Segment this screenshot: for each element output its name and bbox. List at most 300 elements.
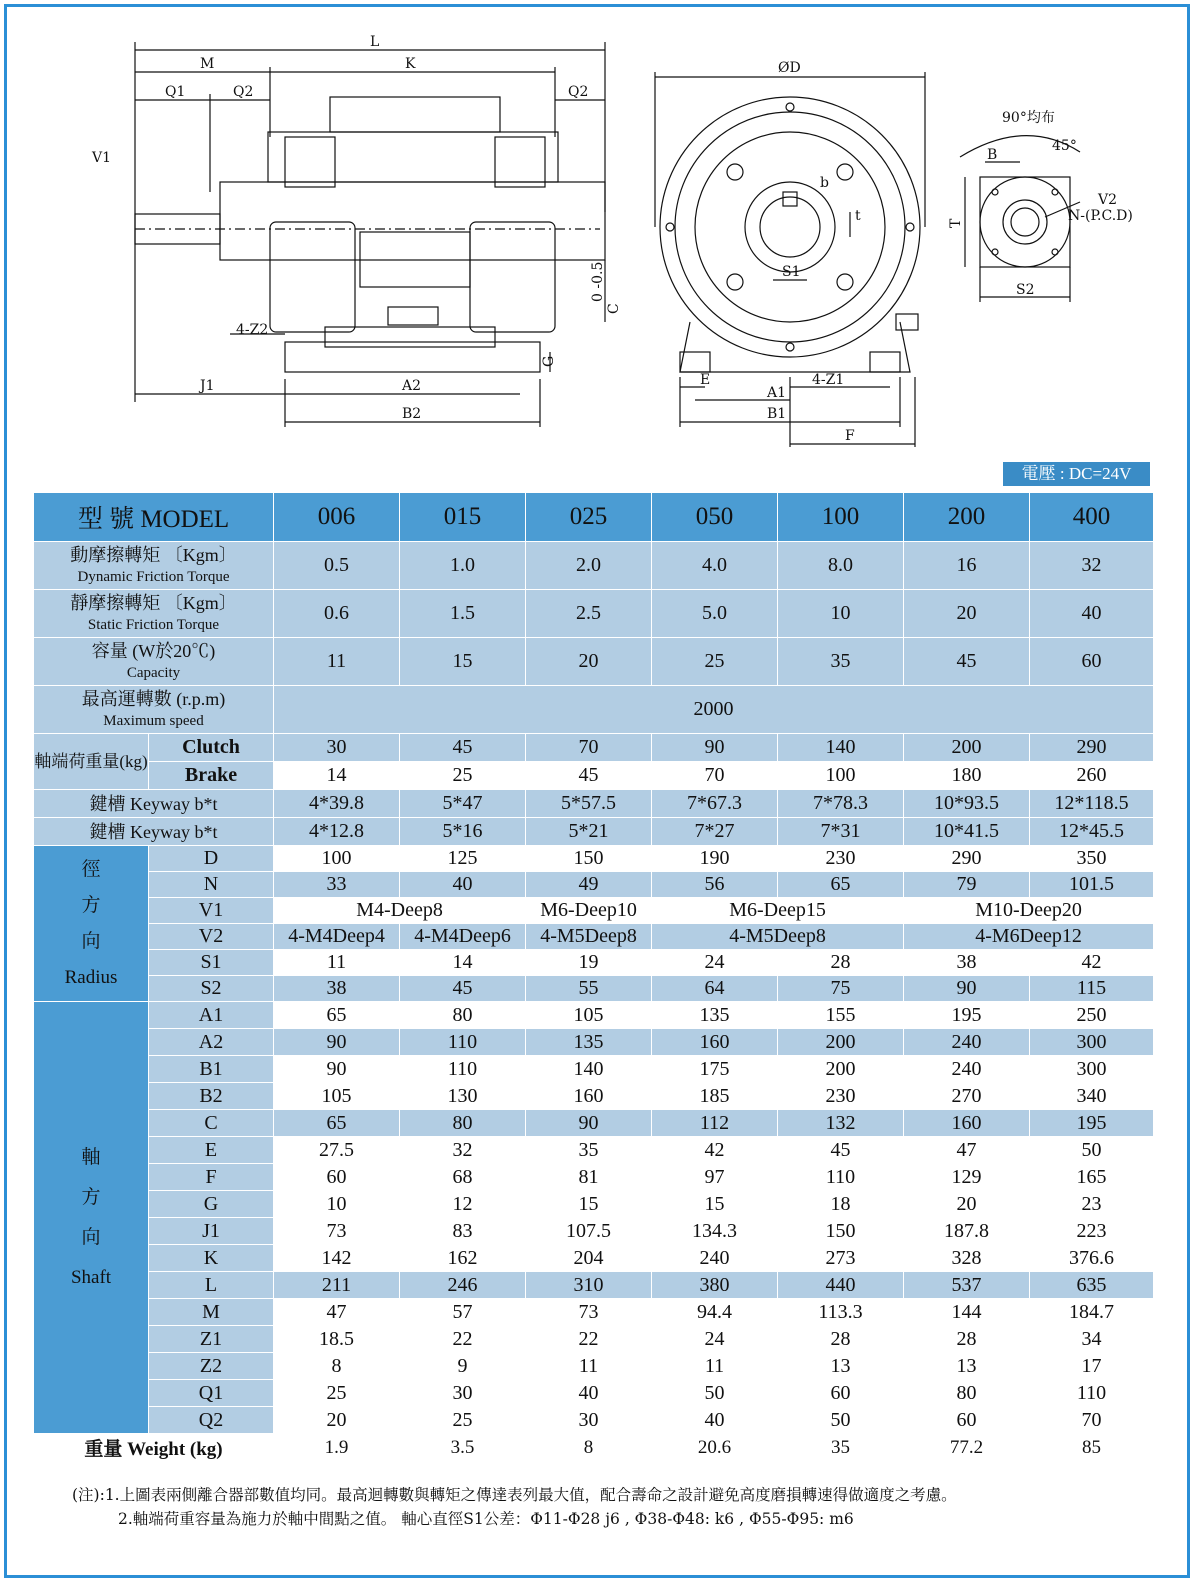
shaft-B1-cell: 240 bbox=[904, 1056, 1030, 1083]
radius-S2-cell: 115 bbox=[1030, 976, 1154, 1002]
stat-label bbox=[34, 590, 274, 638]
stat-cell: 40 bbox=[1030, 590, 1154, 638]
model-cell: 015 bbox=[400, 493, 526, 542]
clutch-cell: 200 bbox=[904, 734, 1030, 762]
radius-D-cell: 125 bbox=[400, 846, 526, 872]
keyway1-cell: 12*118.5 bbox=[1030, 790, 1154, 818]
dim-K: K bbox=[405, 56, 416, 72]
shaft-E-cell: 35 bbox=[526, 1137, 652, 1164]
dim-V1: V1 bbox=[92, 150, 112, 166]
shaft-G-label: G bbox=[149, 1191, 274, 1218]
dim-E: E bbox=[700, 372, 711, 388]
cap-cell: 60 bbox=[1030, 638, 1154, 686]
shaft-Z1-cell: 22 bbox=[400, 1326, 526, 1353]
model-cell: 400 bbox=[1030, 493, 1154, 542]
dim-S2: S2 bbox=[1016, 282, 1035, 298]
shaft-K-label: K bbox=[149, 1245, 274, 1272]
shaft-Z2-cell: 9 bbox=[400, 1353, 526, 1380]
brake-row bbox=[34, 762, 1154, 790]
spec-table bbox=[33, 492, 1154, 1462]
weight-cell: 20.6 bbox=[652, 1434, 778, 1462]
shaft-B2-cell: 185 bbox=[652, 1083, 778, 1110]
shaft-E-cell: 47 bbox=[904, 1137, 1030, 1164]
shaft-Q2-cell: 20 bbox=[274, 1407, 400, 1434]
shaft-Q1-cell: 50 bbox=[652, 1380, 778, 1407]
dim-D: ØD bbox=[778, 60, 801, 76]
shaft-J1-cell: 134.3 bbox=[652, 1218, 778, 1245]
clutch-cell: 30 bbox=[274, 734, 400, 762]
radius-D-cell: 230 bbox=[778, 846, 904, 872]
v1-cell: M6-Deep15 bbox=[652, 898, 904, 924]
radius-S1-cell: 14 bbox=[400, 950, 526, 976]
v2-cell: 4-M5Deep8 bbox=[652, 924, 904, 950]
radius-S2-cell: 38 bbox=[274, 976, 400, 1002]
shaft-G-cell: 15 bbox=[526, 1191, 652, 1218]
keyway1-row bbox=[34, 790, 1154, 818]
shaft-L-cell: 246 bbox=[400, 1272, 526, 1299]
keyway2-cell: 7*27 bbox=[652, 818, 778, 846]
shaft-Z1-cell: 34 bbox=[1030, 1326, 1154, 1353]
shaft-M-cell: 113.3 bbox=[778, 1299, 904, 1326]
keyway2-cell: 4*12.8 bbox=[274, 818, 400, 846]
shaft-A2-cell: 240 bbox=[904, 1029, 1030, 1056]
stat-unit: 〔Kgm〕 bbox=[164, 592, 237, 613]
shaft-A2-cell: 110 bbox=[400, 1029, 526, 1056]
stat-row bbox=[34, 590, 1154, 638]
shaft-J1-cell: 187.8 bbox=[904, 1218, 1030, 1245]
cap-cell: 35 bbox=[778, 638, 904, 686]
shaft-M-cell: 73 bbox=[526, 1299, 652, 1326]
shaft-G-cell: 12 bbox=[400, 1191, 526, 1218]
radius-S2-cell: 90 bbox=[904, 976, 1030, 1002]
shaft-A2-cell: 300 bbox=[1030, 1029, 1154, 1056]
shaft-G-cell: 23 bbox=[1030, 1191, 1154, 1218]
shaft-E-cell: 45 bbox=[778, 1137, 904, 1164]
note-2: 2.軸端荷重容量為施力於軸中間點之值。 軸心直徑S1公差：Φ11-Φ28 j6 , Φ38-Φ48: k6 , Φ55-Φ95: m6 bbox=[118, 1510, 854, 1528]
shaft-A1-label: A1 bbox=[149, 1002, 274, 1029]
shaft-B2-cell: 130 bbox=[400, 1083, 526, 1110]
shaft-L-row bbox=[34, 1272, 1154, 1299]
shaft-C-row bbox=[34, 1110, 1154, 1137]
v2-cell: 4-M4Deep4 bbox=[274, 924, 400, 950]
speed-row bbox=[34, 686, 1154, 734]
radius-V1-row bbox=[34, 898, 1154, 924]
shaft-A1-row bbox=[34, 1002, 1154, 1029]
shaft-F-label: F bbox=[149, 1164, 274, 1191]
dyn-cell: 8.0 bbox=[778, 542, 904, 590]
shaft-Q2-cell: 50 bbox=[778, 1407, 904, 1434]
keyway1-cell: 10*93.5 bbox=[904, 790, 1030, 818]
shaft-F-cell: 81 bbox=[526, 1164, 652, 1191]
shaft-Q2-label: Q2 bbox=[149, 1407, 274, 1434]
radius-V1-label: V1 bbox=[149, 898, 274, 924]
radius-N-cell: 56 bbox=[652, 872, 778, 898]
speed-en: Maximum speed bbox=[103, 712, 204, 729]
shaft-F-cell: 97 bbox=[652, 1164, 778, 1191]
v2-cell: 4-M6Deep12 bbox=[904, 924, 1154, 950]
dim-N-pcd: N-(P.C.D) bbox=[1068, 208, 1133, 224]
keyway1-label: 鍵槽 Keyway b*t bbox=[34, 790, 274, 818]
clutch-cell: 45 bbox=[400, 734, 526, 762]
dyn-en: Dynamic Friction Torque bbox=[77, 568, 230, 585]
shaft-F-cell: 68 bbox=[400, 1164, 526, 1191]
shaft-G-cell: 20 bbox=[904, 1191, 1030, 1218]
shaft-L-cell: 537 bbox=[904, 1272, 1030, 1299]
dyn-cell: 0.5 bbox=[274, 542, 400, 590]
shaft-Q1-cell: 80 bbox=[904, 1380, 1030, 1407]
shaft-A1-cell: 155 bbox=[778, 1002, 904, 1029]
clutch-cell: 140 bbox=[778, 734, 904, 762]
shaft-A2-cell: 90 bbox=[274, 1029, 400, 1056]
shaft-A1-cell: 80 bbox=[400, 1002, 526, 1029]
model-cell: 050 bbox=[652, 493, 778, 542]
load-label: 軸端荷重量(kg) bbox=[34, 734, 149, 790]
shaft-J1-cell: 150 bbox=[778, 1218, 904, 1245]
shaft-C-cell: 132 bbox=[778, 1110, 904, 1137]
shaft-J1-cell: 83 bbox=[400, 1218, 526, 1245]
cap-cell: 25 bbox=[652, 638, 778, 686]
brake-cell: 180 bbox=[904, 762, 1030, 790]
speed-value: 2000 bbox=[274, 686, 1154, 734]
radius-S2-cell: 75 bbox=[778, 976, 904, 1002]
cap-cell: 15 bbox=[400, 638, 526, 686]
speed-unit: (r.p.m) bbox=[176, 688, 226, 709]
shaft-Z2-cell: 11 bbox=[526, 1353, 652, 1380]
shaft-J1-cell: 107.5 bbox=[526, 1218, 652, 1245]
shaft-E-cell: 32 bbox=[400, 1137, 526, 1164]
radius-S1-cell: 11 bbox=[274, 950, 400, 976]
shaft-A1-cell: 65 bbox=[274, 1002, 400, 1029]
shaft-B2-cell: 230 bbox=[778, 1083, 904, 1110]
weight-cell: 77.2 bbox=[904, 1434, 1030, 1462]
keyway1-cell: 7*78.3 bbox=[778, 790, 904, 818]
keyway2-cell: 10*41.5 bbox=[904, 818, 1030, 846]
brake-cell: 45 bbox=[526, 762, 652, 790]
dim-F: F bbox=[845, 428, 855, 444]
cap-label bbox=[34, 638, 274, 686]
voltage-badge: 電壓 : DC=24V bbox=[1003, 462, 1150, 486]
brake-cell: 100 bbox=[778, 762, 904, 790]
cap-unit: (W於20℃) bbox=[132, 640, 216, 661]
radius-D-cell: 190 bbox=[652, 846, 778, 872]
keyway2-row bbox=[34, 818, 1154, 846]
shaft-Q2-cell: 60 bbox=[904, 1407, 1030, 1434]
radius-D-cell: 350 bbox=[1030, 846, 1154, 872]
v2-cell: 4-M4Deep6 bbox=[400, 924, 526, 950]
shaft-A2-cell: 135 bbox=[526, 1029, 652, 1056]
dim-Q1: Q1 bbox=[165, 84, 186, 100]
brake-cell: 25 bbox=[400, 762, 526, 790]
shaft-K-cell: 204 bbox=[526, 1245, 652, 1272]
keyway1-cell: 7*67.3 bbox=[652, 790, 778, 818]
shaft-F-row bbox=[34, 1164, 1154, 1191]
stat-cell: 5.0 bbox=[652, 590, 778, 638]
shaft-Z1-label: Z1 bbox=[149, 1326, 274, 1353]
model-cell: 025 bbox=[526, 493, 652, 542]
radius-D-label: D bbox=[149, 846, 274, 872]
shaft-E-cell: 42 bbox=[652, 1137, 778, 1164]
radius-N-cell: 33 bbox=[274, 872, 400, 898]
radius-S1-label: S1 bbox=[149, 950, 274, 976]
shaft-K-cell: 240 bbox=[652, 1245, 778, 1272]
shaft-C-label: C bbox=[149, 1110, 274, 1137]
spec-table-body bbox=[34, 493, 1154, 1462]
dim-G: G bbox=[541, 355, 557, 367]
dim-4-Z2: 4-Z2 bbox=[236, 322, 269, 338]
dim-B2: B2 bbox=[402, 406, 422, 422]
shaft-K-cell: 142 bbox=[274, 1245, 400, 1272]
keyway2-cell: 5*21 bbox=[526, 818, 652, 846]
shaft-M-cell: 144 bbox=[904, 1299, 1030, 1326]
shaft-Z1-cell: 28 bbox=[778, 1326, 904, 1353]
shaft-L-label: L bbox=[149, 1272, 274, 1299]
clutch-cell: 290 bbox=[1030, 734, 1154, 762]
shaft-Q2-row bbox=[34, 1407, 1154, 1434]
brake-label: Brake bbox=[149, 762, 274, 790]
shaft-A2-cell: 200 bbox=[778, 1029, 904, 1056]
shaft-M-cell: 57 bbox=[400, 1299, 526, 1326]
shaft-J1-label: J1 bbox=[149, 1218, 274, 1245]
shaft-C-cell: 195 bbox=[1030, 1110, 1154, 1137]
shaft-Z1-cell: 24 bbox=[652, 1326, 778, 1353]
radius-S2-cell: 55 bbox=[526, 976, 652, 1002]
radius-V2-label: V2 bbox=[149, 924, 274, 950]
brake-cell: 70 bbox=[652, 762, 778, 790]
dim-B: B bbox=[987, 147, 998, 163]
weight-cell: 8 bbox=[526, 1434, 652, 1462]
shaft-C-cell: 112 bbox=[652, 1110, 778, 1137]
dim-L: L bbox=[370, 34, 380, 50]
shaft-K-cell: 162 bbox=[400, 1245, 526, 1272]
shaft-group-label: 軸 方 向 Shaft bbox=[34, 1002, 149, 1434]
model-cell: 100 bbox=[778, 493, 904, 542]
radius-N-row bbox=[34, 872, 1154, 898]
v1-cell: M4-Deep8 bbox=[274, 898, 526, 924]
shaft-Q1-cell: 110 bbox=[1030, 1380, 1154, 1407]
shaft-A1-cell: 135 bbox=[652, 1002, 778, 1029]
stat-cell: 20 bbox=[904, 590, 1030, 638]
shaft-A2-cell: 160 bbox=[652, 1029, 778, 1056]
shaft-Q1-label: Q1 bbox=[149, 1380, 274, 1407]
shaft-L-cell: 440 bbox=[778, 1272, 904, 1299]
shaft-B2-cell: 160 bbox=[526, 1083, 652, 1110]
dyn-unit: 〔Kgm〕 bbox=[164, 544, 237, 565]
shaft-F-cell: 60 bbox=[274, 1164, 400, 1191]
model-label: 型 號 MODEL bbox=[34, 493, 274, 542]
radius-S2-cell: 64 bbox=[652, 976, 778, 1002]
shaft-Z2-label: Z2 bbox=[149, 1353, 274, 1380]
cap-cell: 20 bbox=[526, 638, 652, 686]
shaft-M-cell: 184.7 bbox=[1030, 1299, 1154, 1326]
shaft-Q1-cell: 30 bbox=[400, 1380, 526, 1407]
brake-cell: 14 bbox=[274, 762, 400, 790]
shaft-Z2-row bbox=[34, 1353, 1154, 1380]
radius-S1-cell: 24 bbox=[652, 950, 778, 976]
shaft-L-cell: 380 bbox=[652, 1272, 778, 1299]
shaft-Q2-cell: 40 bbox=[652, 1407, 778, 1434]
cap-cell: 45 bbox=[904, 638, 1030, 686]
cap-cell: 11 bbox=[274, 638, 400, 686]
shaft-B1-cell: 140 bbox=[526, 1056, 652, 1083]
shaft-Z2-cell: 8 bbox=[274, 1353, 400, 1380]
dim-A2: A2 bbox=[402, 378, 422, 394]
radius-N-cell: 79 bbox=[904, 872, 1030, 898]
shaft-B1-cell: 110 bbox=[400, 1056, 526, 1083]
clutch-row bbox=[34, 734, 1154, 762]
dim-C-tolerance: 0 -0.5 bbox=[590, 261, 606, 302]
shaft-F-cell: 129 bbox=[904, 1164, 1030, 1191]
shaft-C-cell: 160 bbox=[904, 1110, 1030, 1137]
stat-zh: 靜摩擦轉矩 bbox=[70, 592, 161, 613]
dyn-cell: 2.0 bbox=[526, 542, 652, 590]
weight-cell: 35 bbox=[778, 1434, 904, 1462]
shaft-B1-label: B1 bbox=[149, 1056, 274, 1083]
dyn-cell: 1.0 bbox=[400, 542, 526, 590]
shaft-Q2-cell: 70 bbox=[1030, 1407, 1154, 1434]
keyway1-cell: 5*57.5 bbox=[526, 790, 652, 818]
shaft-B1-cell: 90 bbox=[274, 1056, 400, 1083]
dim-t: t bbox=[855, 208, 861, 224]
radius-N-label: N bbox=[149, 872, 274, 898]
radius-D-cell: 290 bbox=[904, 846, 1030, 872]
clutch-cell: 70 bbox=[526, 734, 652, 762]
dim-M: M bbox=[200, 56, 215, 72]
radius-D-row bbox=[34, 846, 1154, 872]
radius-S1-cell: 42 bbox=[1030, 950, 1154, 976]
shaft-G-cell: 15 bbox=[652, 1191, 778, 1218]
shaft-Z1-cell: 18.5 bbox=[274, 1326, 400, 1353]
radius-N-cell: 101.5 bbox=[1030, 872, 1154, 898]
v1-cell: M10-Deep20 bbox=[904, 898, 1154, 924]
shaft-L-cell: 310 bbox=[526, 1272, 652, 1299]
shaft-Z2-cell: 17 bbox=[1030, 1353, 1154, 1380]
dim-b: b bbox=[820, 175, 829, 191]
shaft-B2-label: B2 bbox=[149, 1083, 274, 1110]
dyn-cell: 4.0 bbox=[652, 542, 778, 590]
shaft-B1-cell: 200 bbox=[778, 1056, 904, 1083]
note-even-spacing: 90°均布 bbox=[1002, 110, 1055, 126]
dim-Q2-left: Q2 bbox=[233, 84, 254, 100]
keyway2-cell: 12*45.5 bbox=[1030, 818, 1154, 846]
radius-D-cell: 150 bbox=[526, 846, 652, 872]
weight-cell: 3.5 bbox=[400, 1434, 526, 1462]
shaft-M-label: M bbox=[149, 1299, 274, 1326]
shaft-Z1-row bbox=[34, 1326, 1154, 1353]
weight-cell: 1.9 bbox=[274, 1434, 400, 1462]
shaft-Z2-cell: 13 bbox=[904, 1353, 1030, 1380]
radius-N-cell: 40 bbox=[400, 872, 526, 898]
model-cell: 200 bbox=[904, 493, 1030, 542]
shaft-Q1-cell: 60 bbox=[778, 1380, 904, 1407]
dim-C: C bbox=[606, 303, 622, 314]
dim-45deg: 45° bbox=[1052, 138, 1077, 154]
dyn-label bbox=[34, 542, 274, 590]
dim-J1: J1 bbox=[200, 378, 215, 394]
shaft-F-cell: 110 bbox=[778, 1164, 904, 1191]
keyway1-cell: 4*39.8 bbox=[274, 790, 400, 818]
shaft-G-cell: 10 bbox=[274, 1191, 400, 1218]
shaft-A1-cell: 105 bbox=[526, 1002, 652, 1029]
notes bbox=[72, 1483, 1172, 1531]
dim-4-Z1: 4-Z1 bbox=[812, 372, 845, 388]
shaft-E-cell: 50 bbox=[1030, 1137, 1154, 1164]
dyn-cell: 16 bbox=[904, 542, 1030, 590]
shaft-L-cell: 635 bbox=[1030, 1272, 1154, 1299]
shaft-J1-cell: 73 bbox=[274, 1218, 400, 1245]
keyway2-cell: 5*16 bbox=[400, 818, 526, 846]
shaft-Z1-cell: 28 bbox=[904, 1326, 1030, 1353]
shaft-B2-cell: 105 bbox=[274, 1083, 400, 1110]
dim-B1: B1 bbox=[767, 406, 787, 422]
radius-S1-cell: 19 bbox=[526, 950, 652, 976]
brake-cell: 260 bbox=[1030, 762, 1154, 790]
keyway1-cell: 5*47 bbox=[400, 790, 526, 818]
shaft-Z2-cell: 11 bbox=[652, 1353, 778, 1380]
shaft-A1-cell: 250 bbox=[1030, 1002, 1154, 1029]
shaft-K-cell: 328 bbox=[904, 1245, 1030, 1272]
shaft-B1-cell: 300 bbox=[1030, 1056, 1154, 1083]
radius-N-cell: 49 bbox=[526, 872, 652, 898]
clutch-label: Clutch bbox=[149, 734, 274, 762]
radius-S1-cell: 28 bbox=[778, 950, 904, 976]
shaft-Q1-cell: 25 bbox=[274, 1380, 400, 1407]
weight-label: 重量 Weight (kg) bbox=[34, 1434, 274, 1462]
v2-cell: 4-M5Deep8 bbox=[526, 924, 652, 950]
shaft-M-row bbox=[34, 1299, 1154, 1326]
radius-S2-label: S2 bbox=[149, 976, 274, 1002]
dyn-zh: 動摩擦轉矩 bbox=[70, 544, 161, 565]
shaft-C-cell: 65 bbox=[274, 1110, 400, 1137]
weight-cell: 85 bbox=[1030, 1434, 1154, 1462]
shaft-A1-cell: 195 bbox=[904, 1002, 1030, 1029]
shaft-E-cell: 27.5 bbox=[274, 1137, 400, 1164]
shaft-Q1-cell: 40 bbox=[526, 1380, 652, 1407]
cap-row bbox=[34, 638, 1154, 686]
shaft-F-cell: 165 bbox=[1030, 1164, 1154, 1191]
shaft-B1-row bbox=[34, 1056, 1154, 1083]
stat-cell: 2.5 bbox=[526, 590, 652, 638]
v1-cell: M6-Deep10 bbox=[526, 898, 652, 924]
speed-zh: 最高運轉數 bbox=[81, 688, 172, 709]
shaft-E-row bbox=[34, 1137, 1154, 1164]
shaft-M-cell: 94.4 bbox=[652, 1299, 778, 1326]
cap-zh: 容量 bbox=[91, 640, 128, 661]
keyway2-label: 鍵槽 Keyway b*t bbox=[34, 818, 274, 846]
shaft-J1-row bbox=[34, 1218, 1154, 1245]
shaft-E-label: E bbox=[149, 1137, 274, 1164]
note-1: (注):1.上圖表兩側離合器部數值均同。最高迴轉數與轉矩之傳達表列最大值，配合壽命之設計避免高度磨損轉速得做適度之考慮。 bbox=[72, 1486, 957, 1504]
shaft-K-cell: 376.6 bbox=[1030, 1245, 1154, 1272]
shaft-A2-label: A2 bbox=[149, 1029, 274, 1056]
speed-label bbox=[34, 686, 274, 734]
radius-S1-row bbox=[34, 950, 1154, 976]
dyn-row bbox=[34, 542, 1154, 590]
stat-en: Static Friction Torque bbox=[87, 616, 220, 633]
stat-cell: 0.6 bbox=[274, 590, 400, 638]
dim-Q2-right: Q2 bbox=[568, 84, 589, 100]
radius-D-cell: 100 bbox=[274, 846, 400, 872]
keyway2-cell: 7*31 bbox=[778, 818, 904, 846]
shaft-Q1-row bbox=[34, 1380, 1154, 1407]
shaft-Z2-cell: 13 bbox=[778, 1353, 904, 1380]
shaft-B2-cell: 270 bbox=[904, 1083, 1030, 1110]
shaft-G-row bbox=[34, 1191, 1154, 1218]
dim-T: T bbox=[948, 218, 964, 228]
shaft-Z1-cell: 22 bbox=[526, 1326, 652, 1353]
dim-A1: A1 bbox=[767, 385, 787, 401]
dim-S1: S1 bbox=[782, 264, 801, 280]
shaft-G-cell: 18 bbox=[778, 1191, 904, 1218]
